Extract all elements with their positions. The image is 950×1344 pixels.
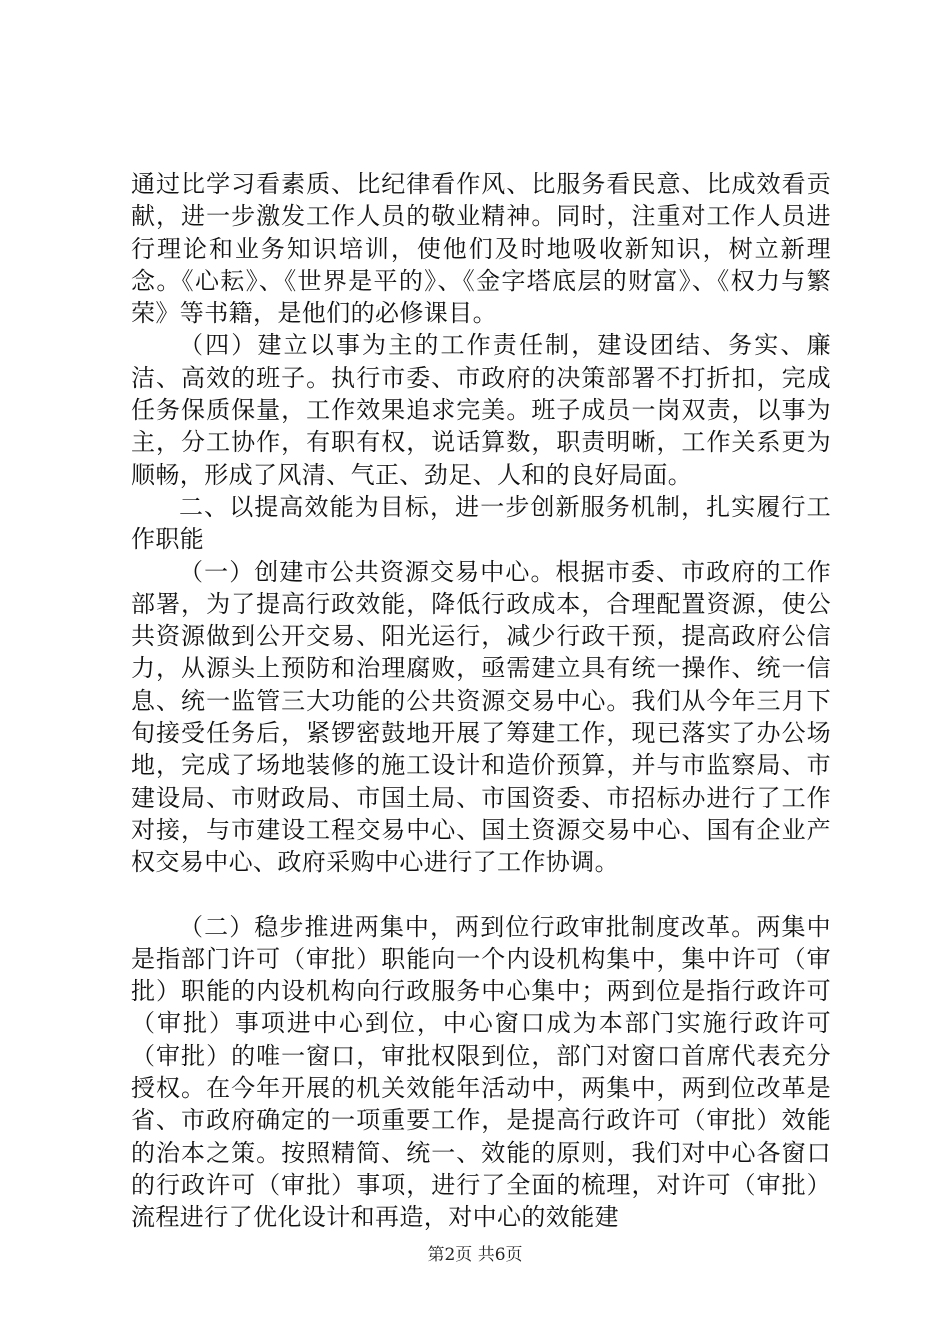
paragraph-section-four: （四）建立以事为主的工作责任制，建设团结、务实、廉洁、高效的班子。执行市委、市政府的决策部署不打折扣，完成任务保质保量，工作效果追求完美。班子成员一岗双责，以事为主，分工协作，有职有权，说话算数，职责明晰，工作关系更为顺畅，形成了风清、气正、劲足、人和的良好局面。 xyxy=(131,331,831,489)
paragraph-subsection-one: （一）创建市公共资源交易中心。根据市委、市政府的工作部署，为了提高行政效能，降低行政成本，合理配置资源，使公共资源做到公开交易、阳光运行，减少行政干预，提高政府公信力，从源头上预防和治理腐败，亟需建立具有统一操作、统一信息、统一监管三大功能的公共资源交易中心。我们从今年三月下旬接受任务后，紧锣密鼓地开展了筹建工作，现已落实了办公场地，完成了场地装修的施工设计和造价预算，并与市监察局、市建设局、市财政局、市国土局、市国资委、市招标办进行了工作对接，与市建设工程交易中心、国土资源交易中心、国有企业产权交易中心、政府采购中心进行了工作协调。 xyxy=(131,557,831,877)
paragraph-subsection-two: （二）稳步推进两集中，两到位行政审批制度改革。两集中是指部门许可（审批）职能向一个内设机构集中，集中许可（审批）职能的内设机构向行政服务中心集中；两到位是指行政许可（审批）事项进中心到位，中心窗口成为本部门实施行政许可（审批）的唯一窗口，审批权限到位，部门对窗口首席代表充分授权。在今年开展的机关效能年活动中，两集中，两到位改革是省、市政府确定的一项重要工作，是提高行政许可（审批）效能的治本之策。按照精简、统一、效能的原则，我们对中心各窗口的行政许可（审批）事项，进行了全面的梳理，对许可（审批）流程进行了优化设计和再造，对中心的效能建 xyxy=(131,912,831,1232)
paragraph-continued: 通过比学习看素质、比纪律看作风、比服务看民意、比成效看贡献，进一步激发工作人员的敬业精神。同时，注重对工作人员进行理论和业务知识培训，使他们及时地吸收新知识，树立新理念。《心耘》、《世界是平的》、《金字塔底层的财富》、《权力与繁荣》等书籍，是他们的必修课目。 xyxy=(131,170,831,328)
section-heading-two: 二、以提高效能为目标，进一步创新服务机制，扎实履行工作职能 xyxy=(131,492,831,554)
page-number-footer: 第2页 共6页 xyxy=(427,1245,523,1265)
document-body xyxy=(131,168,831,1234)
